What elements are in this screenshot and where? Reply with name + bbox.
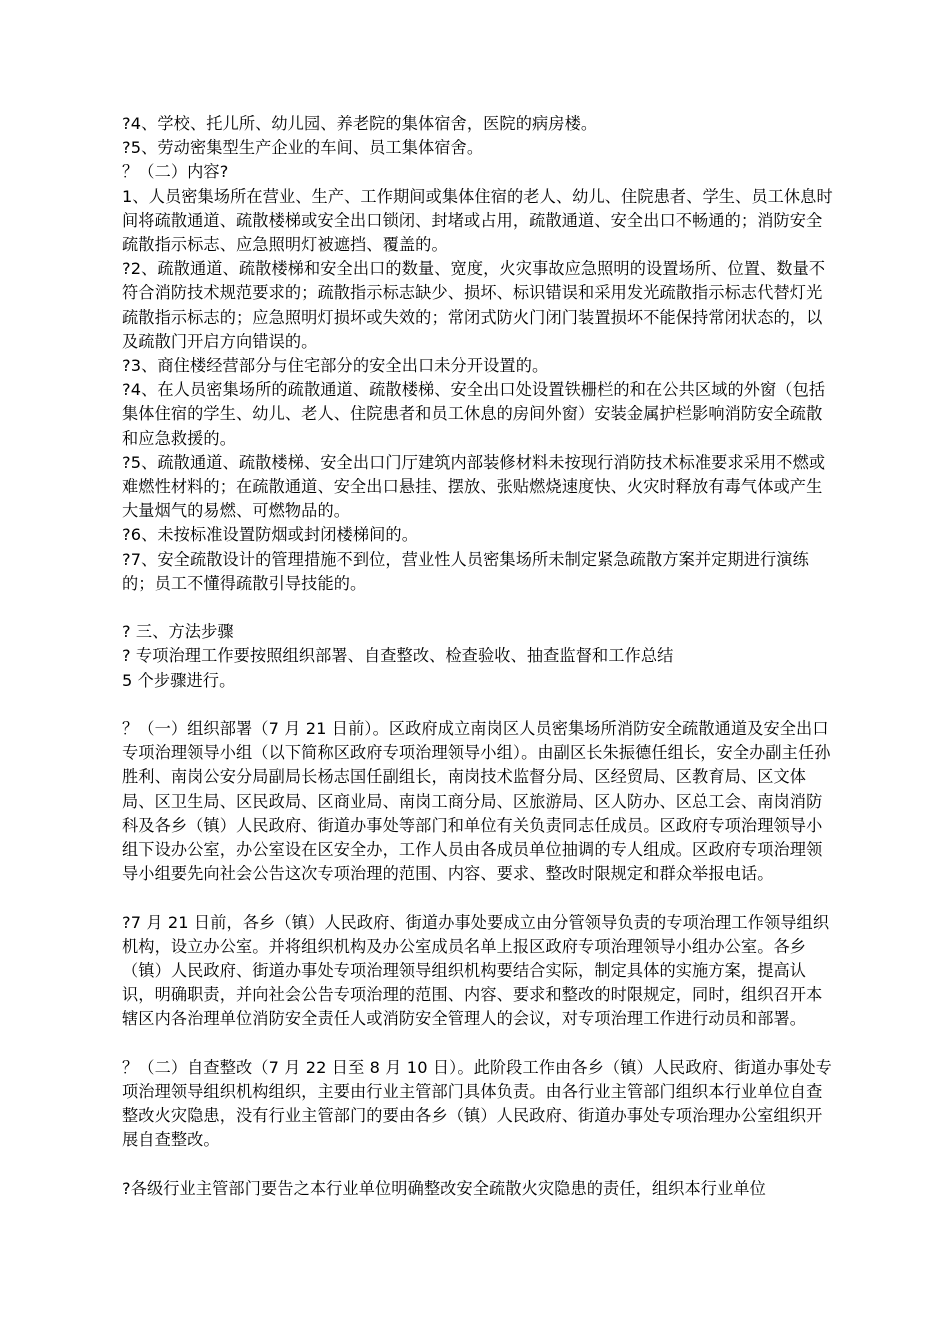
blank-line (122, 1153, 834, 1177)
blank-line (122, 693, 834, 717)
paragraph-content-7: ?7、安全疏散设计的管理措施不到位，营业性人员密集场所未制定紧急疏散方案并定期进行演练的；员工不懂得疏散引导技能的。 (122, 549, 809, 593)
blank-line (122, 596, 834, 620)
paragraph-target-5: ?5、劳动密集型生产企业的车间、员工集体宿舍。 (122, 138, 484, 158)
paragraph-step-1: ？（一）组织部署（7 月 21 日前）。区政府成立南岗区人员密集场所消防安全疏散通道及安全出口专项治理领导小组（以下简称区政府专项治理领导小组）。由副区长朱振德任组长，安全办副主任孙胜利、南岗公安分局副局长杨志国任副组长，南岗技术监督分局、区经贸局、区教育局、区文体局、区卫生局、区民政局、区商业局、南岗工商分局、区旅游局、区人防办、区总工会、南岗消防科及各乡（镇）人民政府、街道办事处等部门和单位有关负责同志任成员。区政府专项治理领导小组下设办公室，办公室设在区安全办，工作人员由各成员单位抽调的专人组成。区政府专项治理领导小组要先向社会公告这次专项治理的范围、内容、要求、整改时限规定和群众举报电话。 (122, 719, 831, 884)
blank-line (122, 1032, 834, 1056)
blank-line (122, 886, 834, 910)
paragraph-content-5: ?5、疏散通道、疏散楼梯、安全出口门厅建筑内部装修材料未按现行消防技术标准要求采用不燃或难燃性材料的；在疏散通道、安全出口悬挂、摆放、张贴燃烧速度快、火灾时释放有毒气体或产生大量烟气的易燃、可燃物品的。 (122, 452, 826, 521)
paragraph-content-3: ?3、商住楼经营部分与住宅部分的安全出口未分开设置的。 (122, 356, 549, 376)
paragraph-content-2: ?2、疏散通道、疏散楼梯和安全出口的数量、宽度，火灾事故应急照明的设置场所、位置、数量不符合消防技术规范要求的；疏散指示标志缺少、损坏、标识错误和采用发光疏散指示标志代替灯光疏散指示标志的；应急照明灯损坏或失效的；常闭式防火门闭门装置损坏不能保持常闭状态的，以及疏散门开启方向错误的。 (122, 259, 826, 351)
document-page (122, 112, 834, 1201)
paragraph-methods-steps: 5 个步骤进行。 (122, 670, 236, 690)
paragraph-content-6: ?6、未按标准设置防烟或封闭楼梯间的。 (122, 525, 418, 545)
section-heading-methods: ? 三、方法步骤 (122, 622, 234, 642)
paragraph-content-4: ?4、在人员密集场所的疏散通道、疏散楼梯、安全出口处设置铁栅栏的和在公共区域的外窗（包括集体住宿的学生、幼儿、老人、住院患者和员工休息的房间外窗）安装金属护栏影响消防安全疏散和应急救援的。 (122, 380, 826, 448)
section-heading-content: ？（二）内容? (122, 162, 229, 182)
paragraph-target-4: ?4、学校、托儿所、幼儿园、养老院的集体宿舍，医院的病房楼。 (122, 114, 598, 133)
paragraph-methods-intro: ? 专项治理工作要按照组织部署、自查整改、检查验收、抽查监督和工作总结 (122, 646, 674, 666)
paragraph-step-2: ？（二）自查整改（7 月 22 日至 8 月 10 日）。此阶段工作由各乡（镇）人民政府、街道办事处专项治理领导组织机构组织，主要由行业主管部门具体负责。由各行业主管部门组织本行业单位自查整改火灾隐患，没有行业主管部门的要由各乡（镇）人民政府、街道办事处专项治理办公室组织开展自查整改。 (122, 1057, 832, 1150)
paragraph-step-1-detail: ?7 月 21 日前，各乡（镇）人民政府、街道办事处要成立由分管领导负责的专项治理工作领导组织机构，设立办公室。并将组织机构及办公室成员名单上报区政府专项治理领导小组办公室。各乡（镇）人民政府、街道办事处专项治理领导组织机构要结合实际，制定具体的实施方案，提高认识，明确职责，并向社会公告专项治理的范围、内容、要求和整改的时限规定，同时，组织召开本辖区内各治理单位消防安全责任人或消防安全管理人的会议，对专项治理工作进行动员和部署。 (122, 912, 830, 1029)
paragraph-content-1: 1、人员密集场所在营业、生产、工作期间或集体住宿的老人、幼儿、住院患者、学生、员工休息时间将疏散通道、疏散楼梯或安全出口锁闭、封堵或占用，疏散通道、安全出口不畅通的；消防安全疏散指示标志、应急照明灯被遮挡、覆盖的。 (122, 186, 833, 255)
paragraph-step-2-detail: ?各级行业主管部门要告之本行业单位明确整改安全疏散火灾隐患的责任，组织本行业单位 (122, 1178, 766, 1198)
